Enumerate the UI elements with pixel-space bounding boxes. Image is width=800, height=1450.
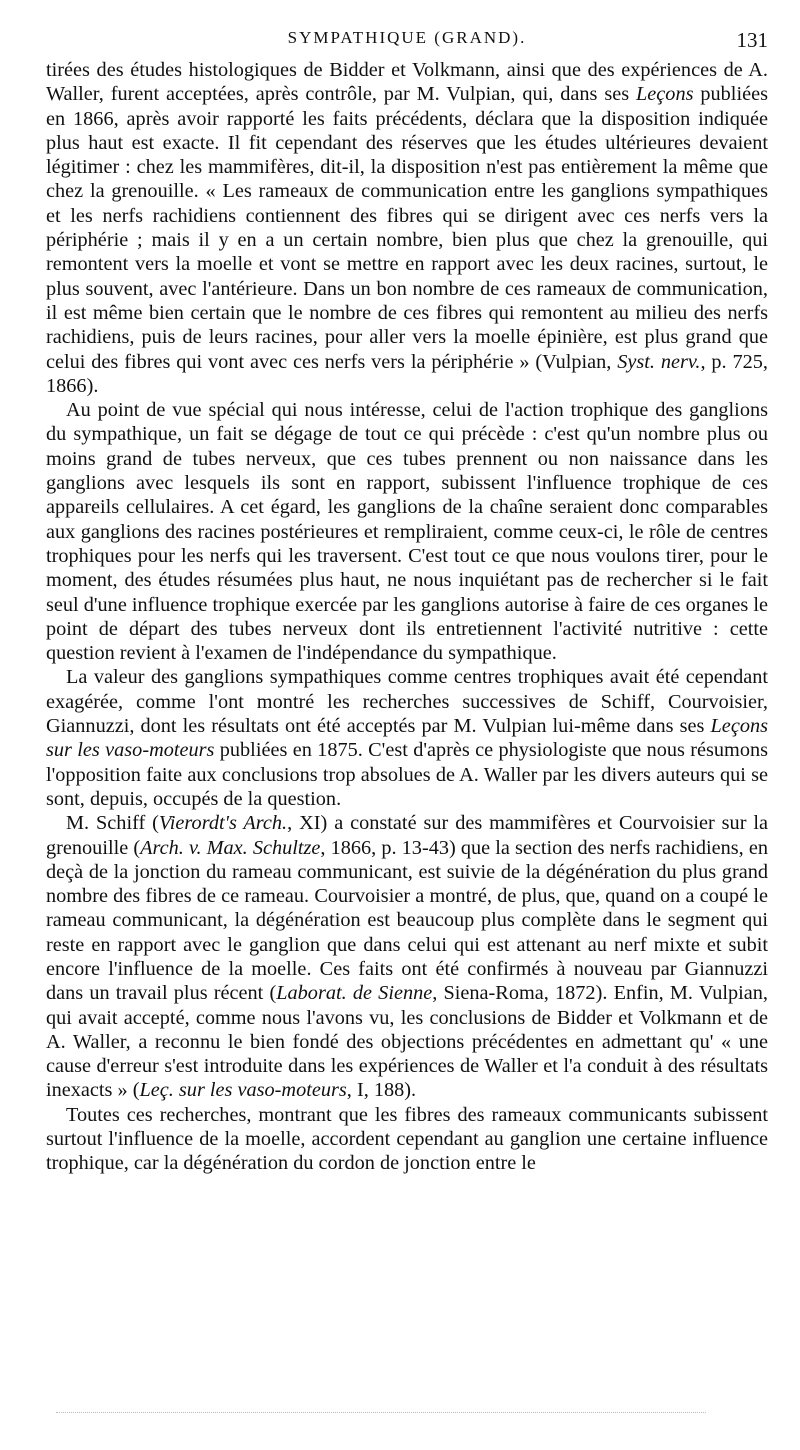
italic-text: Leçons — [636, 83, 694, 106]
text-run: M. Schiff ( — [66, 812, 159, 835]
text-run: , p. 725, 1866). — [46, 350, 768, 397]
italic-text: Arch. v. Max. Schultze — [140, 836, 321, 859]
page-number: 131 — [736, 28, 768, 52]
text-run: publiées en 1875. C'est d'après ce physiologiste que nous résumons l'opposition faite aux conclusions trop absolues de A. Waller par les divers auteurs qui se sont, depuis, occupés de la question. — [46, 739, 769, 810]
italic-text: Laborat. de Sienne — [276, 982, 433, 1005]
text-run: , I, 188). — [346, 1079, 417, 1102]
paragraph — [46, 398, 768, 665]
text-run: Au point de vue spécial qui nous intéresse, celui de l'action trophique des ganglions du sympathique, un fait se dégage de tout ce qui précède : c'est qu'un nombre plus ou moins grand de tubes nerveux, que ces tubes prennent ou non naissance dans les ganglions avec lesquels ils sont en rapport, subissent l'influence trophique de ces appareils cellulaires. A cet égard, les ganglions de la chaîne seraient donc comparables aux ganglions des racines postérieures et rempliraient, comme ceux-ci, le rôle de centres trophiques pour les nerfs qui les traversent. C'est tout ce que nous voulons tirer, pour le moment, des études résumées plus haut, ne nous inquiétant pas de rechercher si le fait seul d'une influence trophique exercée par les ganglions autorise à faire de ces organes le point de départ des tubes nerveux dont ils entretiennent l'activité nutritive : cette question revient à l'examen de l'indépendance du sympathique. — [46, 399, 768, 665]
paragraph — [46, 1103, 768, 1176]
text-run: , 1866, p. 13-43) que la section des nerfs rachidiens, en deçà de la jonction du rameau communicant, est suivie de la dégénération du plus grand nombre des fibres de ce rameau. Courvoisier a montré, de plus, que, quand on a coupé le rameau communicant, la dégénération est beaucoup plus complète dans le segment qui reste en rapport avec le ganglion que dans celui qui est attenant au nerf mixte et subit encore l'influence de la moelle. Ces faits ont été confirmés à nouveau par Giannuzzi dans un travail plus récent ( — [46, 836, 768, 1005]
paragraph — [46, 665, 768, 811]
paragraph — [46, 811, 768, 1103]
italic-text: Syst. nerv. — [617, 350, 701, 373]
text-run: , Siena-Roma, 1872). Enfin, M. Vulpian, qui avait accepté, comme nous l'avons vu, les conclusions de Bidder et Volkmann et de A. Waller, a reconnu le bien fondé des objections précédentes en admettant qu' « une cause d'erreur s'est introduite dans les expériences de Waller et l'a conduit à des résultats inexacts » ( — [46, 982, 768, 1102]
body-text — [46, 58, 768, 1176]
italic-text: Leçons sur les vaso-moteurs — [46, 715, 768, 762]
text-run: publiées en 1866, après avoir rapporté les faits précédents, déclara que la disposition indiquée plus haut est exacte. Il fit cependant des réserves que les études ultérieures devaient légitimer : chez les mammifères, dit-il, la disposition n'est pas entièrement la même que chez la grenouille. « Les rameaux de communication entre les ganglions sympathiques et les nerfs rachidiens contiennent des fibres qui se dirigent avec ces nerfs vers la périphérie ; mais il y en a un certain nombre, bien plus que chez la grenouille, qui remontent vers la moelle et vont se mettre en rapport avec les deux racines, surtout, le plus souvent, avec l'antérieure. Dans un bon nombre de ces rameaux de communication, il est même bien certain que le nombre de ces fibres qui remontent au milieu des nerfs rachidiens, puis de leurs racines, pour aller vers la moelle épinière, est plus grand que celui des fibres qui vont avec ces nerfs vers la périphérie » (Vulpian, — [46, 83, 768, 373]
paragraph — [46, 58, 768, 398]
footer-rule — [56, 1412, 706, 1413]
text-run: tirées des études histologiques de Bidder et Volkmann, ainsi que des expériences de A. Waller, furent acceptées, après contrôle, par M. Vulpian, qui, dans ses — [46, 59, 768, 106]
text-run: La valeur des ganglions sympathiques comme centres trophiques avait été cependant exagérée, comme l'ont montré les recherches successives de Schiff, Courvoisier, Giannuzzi, dont les résultats ont été acceptés par M. Vulpian lui-même dans ses — [46, 666, 768, 738]
text-run: , XI) a constaté sur des mammifères et Courvoisier sur la grenouille ( — [46, 812, 769, 859]
page-header — [46, 28, 768, 54]
italic-text: Leç. sur les vaso-moteurs — [139, 1079, 347, 1102]
running-title: SYMPATHIQUE (GRAND). — [287, 28, 527, 47]
text-run: Toutes ces recherches, montrant que les fibres des rameaux communicants subissent surtout l'influence de la moelle, accordent cependant au ganglion une certaine influence trophique, car la dégénération du cordon de jonction entre le — [46, 1103, 768, 1175]
italic-text: Vierordt's Arch. — [158, 812, 288, 835]
